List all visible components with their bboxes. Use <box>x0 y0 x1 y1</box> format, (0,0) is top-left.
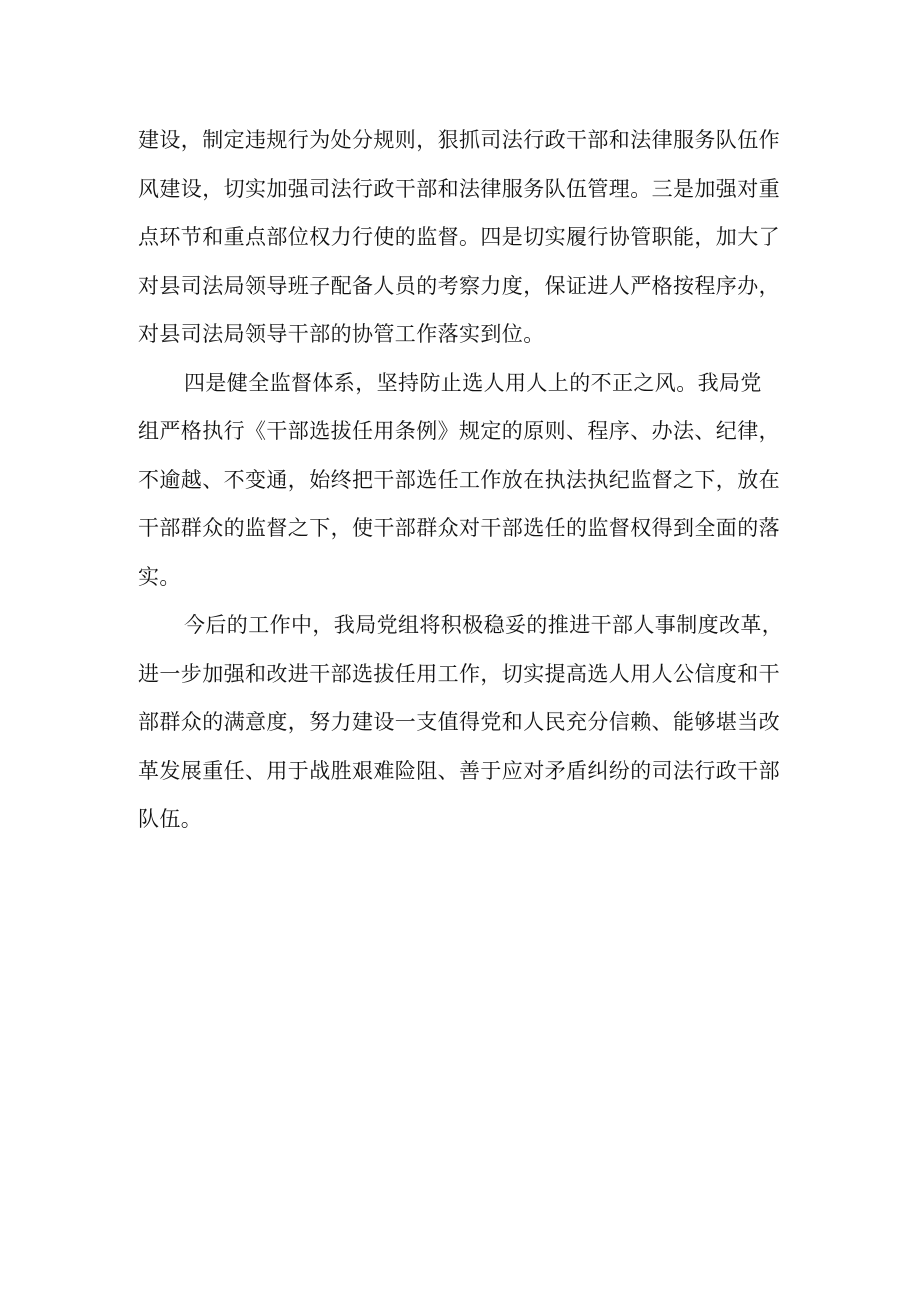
document-body <box>138 116 788 844</box>
paragraph-2 <box>138 359 788 602</box>
paragraph-line: 四是健全监督体系，坚持防止选人用人上的不正之风。我局党 <box>184 370 762 395</box>
paragraph-line: 队伍。 <box>138 807 203 831</box>
paragraph-3 <box>138 601 788 844</box>
paragraph-line: 实。 <box>138 564 181 589</box>
paragraph-line: 建设，制定违规行为处分规则，狠抓司法行政干部和法律服务队伍作 <box>138 128 780 152</box>
paragraph-line: 干部群众的监督之下，使干部群众对干部选任的监督权得到全面的落 <box>138 516 780 540</box>
paragraph-line: 今后的工作中，我局党组将积极稳妥的推进干部人事制度改革， <box>184 613 784 637</box>
paragraph-line: 对县司法局领导班子配备人员的考察力度，保证进人严格按程序办， <box>138 273 780 298</box>
paragraph-line: 革发展重任、用于战胜艰难险阻、善于应对矛盾纠纷的司法行政干部 <box>138 758 780 783</box>
paragraph-line: 不逾越、不变通，始终把干部选任工作放在执法执纪监督之下，放在 <box>138 467 780 492</box>
paragraph-line: 进一步加强和改进干部选拔任用工作，切实提高选人用人公信度和干 <box>138 661 780 686</box>
paragraph-line: 点环节和重点部位权力行使的监督。四是切实履行协管职能，加大了 <box>138 225 780 249</box>
paragraph-1 <box>138 116 788 359</box>
paragraph-line: 风建设，切实加强司法行政干部和法律服务队伍管理。三是加强对重 <box>138 176 780 201</box>
paragraph-line: 对县司法局领导干部的协管工作落实到位。 <box>138 322 545 346</box>
paragraph-line: 组严格执行《干部选拔任用条例》规定的原则、程序、办法、纪律， <box>138 419 780 443</box>
paragraph-line: 部群众的满意度，努力建设一支值得党和人民充分信赖、能够堪当改 <box>138 710 780 734</box>
